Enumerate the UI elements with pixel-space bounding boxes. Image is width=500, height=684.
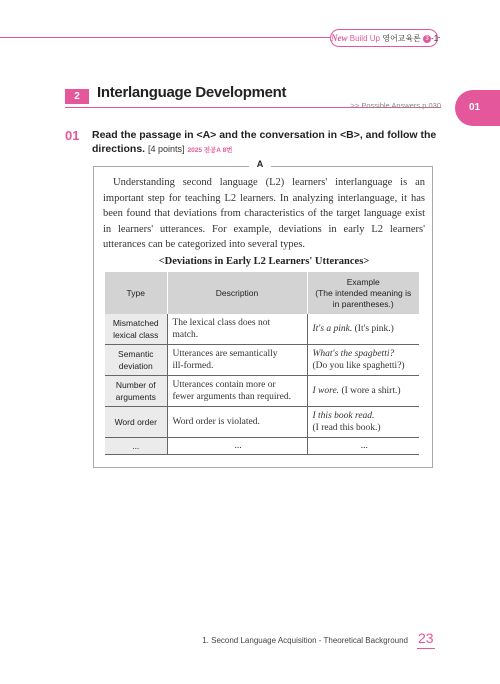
question-directions: Read the passage in <A> and the conversation in <B>, and follow the directions.	[92, 129, 437, 155]
passage-text: Understanding second language (L2) learners' interlanguage is an important step for teaching L2 learners. In analyzing interlanguage, it has been found that deviations from characteristics of the target language exist in learners' utterances. For example, deviations in early L2 learners' utterances can be categorized into several types.	[103, 177, 425, 250]
cell-example: I this book read. (I read this book.)	[307, 407, 419, 438]
header-description: Description	[167, 272, 307, 314]
deviations-table	[105, 272, 419, 455]
cell-type: ...	[105, 438, 167, 455]
book-subject-label: 영어교육론	[382, 34, 421, 43]
cell-type: Word order	[105, 407, 167, 438]
table-row	[105, 314, 419, 345]
book-title-pill	[330, 29, 438, 47]
cell-type: Number of arguments	[105, 376, 167, 407]
cell-description: ...	[167, 438, 307, 455]
cell-description: Utterances are semantically ill-formed.	[167, 345, 307, 376]
table-row	[105, 407, 419, 438]
table-row	[105, 345, 419, 376]
cell-example: I wore. (I wore a shirt.)	[307, 376, 419, 407]
cell-description: The lexical class does not match.	[167, 314, 307, 345]
book-new-label: New	[331, 33, 348, 43]
chapter-side-tab: 01	[455, 90, 500, 126]
book-volume-suffix: -1	[431, 34, 439, 43]
question-exam-tag: 2025 전공A 8번	[187, 147, 233, 154]
cell-example: What's the spagbetti? (Do you like spaghetti?)	[307, 345, 419, 376]
header-example-line2: (The intended meaning is	[315, 287, 412, 298]
cell-type: Semantic deviation	[105, 345, 167, 376]
page-number-underline	[417, 648, 435, 649]
header-example	[307, 272, 419, 314]
table-title: <Deviations in Early L2 Learners' Utterances>	[158, 256, 370, 267]
cell-description: Utterances contain more or fewer arguments than required.	[167, 376, 307, 407]
table-row-ellipsis	[105, 438, 419, 455]
header-example-line1: Example	[346, 276, 380, 287]
book-build-label: Build Up	[349, 34, 380, 43]
table-row	[105, 376, 419, 407]
cell-description: Word order is violated.	[167, 407, 307, 438]
cell-example: ...	[307, 438, 419, 455]
book-volume-badge: 3	[423, 35, 431, 43]
cell-example: It's a pink. (It's pink.)	[307, 314, 419, 345]
page-number: 23	[418, 630, 434, 646]
header-example-line3: in parentheses.)	[332, 298, 394, 309]
question-points: [4 points]	[148, 144, 185, 154]
header-type: Type	[105, 272, 167, 314]
passage-label: A	[249, 158, 271, 170]
table-header-row	[105, 272, 419, 314]
footer-chapter: 1. Second Language Acquisition - Theoretical Background	[202, 636, 408, 645]
cell-type: Mismatched lexical class	[105, 314, 167, 345]
question-text	[92, 128, 442, 158]
possible-answers-link[interactable]: >> Possible Answers p.030	[350, 101, 441, 110]
section-number-badge: 2	[65, 89, 89, 104]
question-number: 01	[65, 128, 80, 143]
section-title: Interlanguage Development	[97, 84, 287, 101]
